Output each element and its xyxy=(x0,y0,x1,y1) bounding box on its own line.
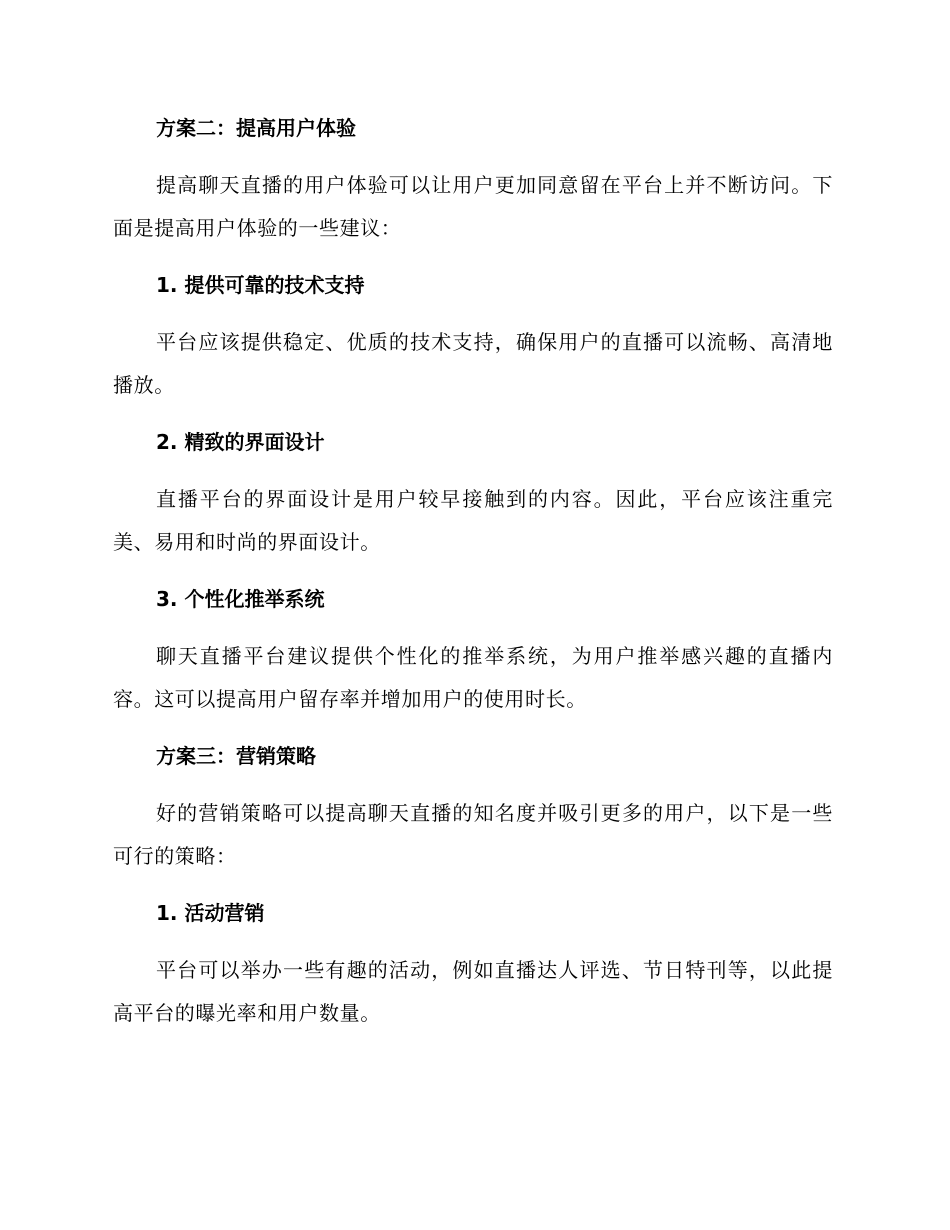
paragraph-tech-support: 平台应该提供稳定、优质的技术支持，确保用户的直播可以流畅、高清地播放。 xyxy=(113,330,833,397)
document-body xyxy=(113,108,833,1035)
paragraph-plan-three-intro: 好的营销策略可以提高聊天直播的知名度并吸引更多的用户，以下是一些可行的策略： xyxy=(113,801,833,868)
subheading-recommendation-system: 3. 个性化推举系统 xyxy=(156,587,325,611)
paragraph-event-marketing: 平台可以举办一些有趣的活动，例如直播达人评选、节日特刊等，以此提高平台的曝光率和用户数量。 xyxy=(113,958,833,1025)
subheading-tech-support: 1. 提供可靠的技术支持 xyxy=(156,273,365,297)
subheading-event-marketing: 1. 活动营销 xyxy=(156,901,265,925)
paragraph-interface-design: 直播平台的界面设计是用户较早接触到的内容。因此，平台应该注重完美、易用和时尚的界面设计。 xyxy=(113,487,833,554)
paragraph-recommendation-system: 聊天直播平台建议提供个性化的推举系统，为用户推举感兴趣的直播内容。这可以提高用户留存率并增加用户的使用时长。 xyxy=(113,644,833,711)
section-heading-plan-two: 方案二：提高用户体验 xyxy=(156,116,356,140)
section-heading-plan-three: 方案三：营销策略 xyxy=(156,744,316,768)
subheading-interface-design: 2. 精致的界面设计 xyxy=(156,430,325,454)
paragraph-plan-two-intro: 提高聊天直播的用户体验可以让用户更加同意留在平台上并不断访问。下面是提高用户体验的一些建议： xyxy=(113,173,833,240)
